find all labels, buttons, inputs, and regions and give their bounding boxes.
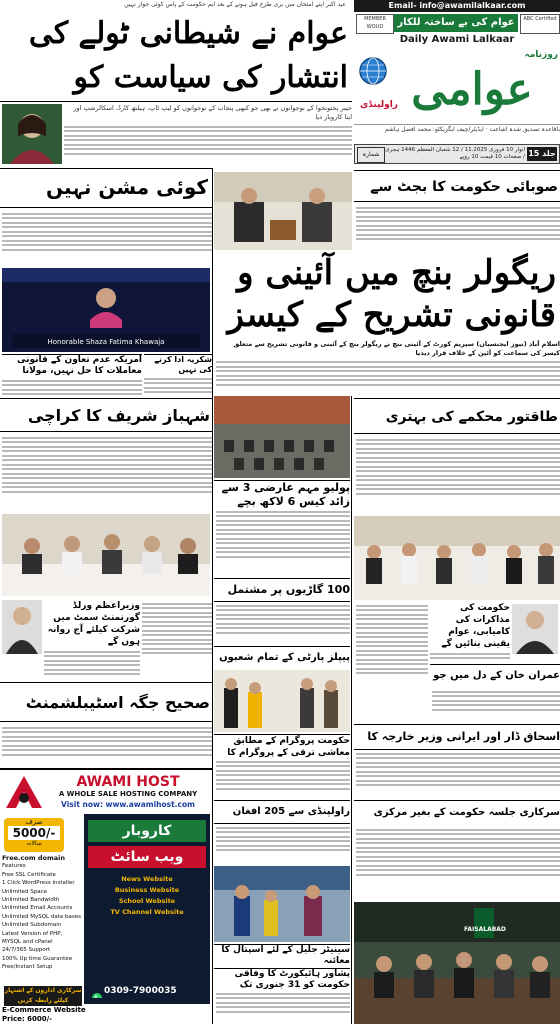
story-polio-body [216,508,350,578]
story-imran: عمران خان کے دل میں جو [430,664,560,687]
ad-company: AWAMI HOST [76,774,180,790]
paper-name-en: Daily Awami Lalkaar [399,34,515,45]
story-right-col-a [356,602,428,702]
photo-group-meeting [2,514,210,596]
story-bottom-center-body [216,990,350,1022]
story-polio: پولیو مہم عارضی 3 سے زائد کیس 6 لاکھ بچے [214,480,350,509]
ad-logo-icon [4,774,44,810]
photo-meeting-top [214,172,352,250]
ad-feature-item: 1 Click WordPress installer [2,880,75,887]
ad-features-list: Free.com domain Features Free SSL Certificate 1 Click WordPress installer Unlimited Space Unlimited Bandwidth Unlimited Email Accounts Unlimited MySQL data bases Unlimited Subdomain Latest Version of PHP, MYSQL and cPanel 24/7/365 Support 100% Up time Guarantee Free/Instant Setup [2,854,81,971]
story-small-1: امریکہ عدم تعاون کے قانونی معاملات کا حل نہیں، مولانا [2,354,142,399]
ad-price-badge: صرف 5000/- سالانہ [4,818,64,852]
caption-speaker: Honorable Shaza Fatima Khawaja [47,338,165,346]
story-side-col [142,600,212,680]
email-bar[interactable] [354,0,560,12]
ad-biz-line: Business Website [114,886,180,894]
story-main-body: اسلام آباد (نیوز ایجنسیاں) سپریم کورٹ کے آئینی بنچ نے ریگولر بنچ کے آئینی و قانونی تشریح سے متعلق کیسز کی سماعت کو آئین کے خلاف قرار دیدیا [216,340,560,396]
ad-biz-line: School Website [118,897,176,905]
ad-feature-item: Unlimited Space [2,888,47,895]
story-shahzad-body [2,434,212,514]
headline-azma: عوام نے شیطانی ٹولے کی انتشار کی سیاست کو [28,16,348,95]
photo-group-standing [214,670,350,732]
city-label: راولپنڈی [359,100,398,110]
story-subright-body [356,204,560,252]
story-imf-body [2,210,212,268]
daily-label: روزنامہ [524,50,558,60]
ad-business-panel [84,814,210,1004]
story-left-1: خیبر پختونخوا کے نوجوانوں نے بھی جو کبھی پنجاب کے نوجوانوں کو لیپ ٹاپ، ہیلتھ کارڈ، اسکالرشپ اور اپنا کاروبار دیا [64,104,352,166]
abc-badge: ABC Certified [520,14,560,34]
date-bar [354,144,560,164]
ad-feature-item: Unlimited Email Accounts [2,905,73,912]
ad-awami-host[interactable] [0,768,212,1026]
ad-feature-item: 100% Up time Guarantee [2,955,73,962]
photo-mehmood [512,604,558,654]
faisalabad-label: FAISALABAD [464,926,506,933]
ad-visit-link[interactable]: Visit now: www.awamihost.com [61,800,195,809]
ad-feature-item: Unlimited Subdomain [2,922,62,929]
ad-feature-item: Unlimited MySQL data bases [2,913,81,920]
photo-faisalabad-meeting [354,902,560,1024]
story-right-2-body [356,436,560,516]
ad-ecommerce: E-Commerce Website Price: 6000/- [2,1006,86,1023]
story-convoy: 100 گاڑیوں پر مشتمل [214,578,350,602]
photo-azma-bukhari [2,104,62,164]
story-ishaq-body [356,750,560,800]
story-convoy-body [216,602,350,646]
story-program: حکومت پروگرام کے مطابق معاشی ترقی کے پروگرام کا [214,734,350,759]
ad-feature-item: Latest Version of PHP, MYSQL and cPanel [2,930,63,946]
volume-box: جلد 15 [527,147,557,161]
ad-phone[interactable]: 0309-7900035 [104,986,177,996]
ad-biz-title-1: کاروبار [122,823,172,839]
photo-seminar [354,516,560,600]
top-strip-text: عید اکبر اپنے امتحان میں بری طرح فیل ہونے کے بعد ایم حکومت کے پاس کوئی جواز نہیں [124,1,346,8]
story-bottom-left-body [2,724,212,768]
ad-subtitle: A WHOLE SALE HOSTING COMPANY [58,790,198,798]
story-bottom-center-2: پشاور ہائیکورٹ کا وفاقی حکومت کو 31 جنوری تک [214,968,350,991]
issue-box: شمارہ [357,147,385,163]
ad-feature-item: Free SSL Certificate [2,871,56,878]
ad-biz-line: TV Channel Website [110,908,184,916]
ad-banner: سرکاری اداروں کے اشتہار کیلئے رابطہ کریں [4,987,82,1004]
story-finance: پیپلز پارٹی کے تمام شعبوں [214,646,350,669]
ad-biz-lines [88,874,206,934]
story-right-bottom-body [356,826,560,900]
headline-right-2: طاقتور محکمے کی بہتری [354,398,560,434]
headline-main: ریگولر بنچ میں آئینی و قانونی تشریح کے کیسز [227,253,556,335]
ad-feature-item: Unlimited Bandwidth [2,897,60,904]
photo-school-kids [214,866,350,942]
paper-name-urdu: عوامی [411,64,533,115]
ad-biz-line: News Website [121,875,173,883]
ad-feature-item: 24/7/365 Support [2,947,51,954]
headline-shahzad: شہباز شریف کا کراچی [0,398,212,432]
headline-imf: کوئی مشن نہیں [0,168,212,208]
story-mehmood: حکومت کی مذاکرات کی کامیابی، عوام یقینی بنائیں گے [430,602,510,662]
photo-pm [2,600,42,654]
email-text[interactable]: Email- info@awamilalkaar.com [388,1,526,10]
story-program-body [216,758,350,802]
story-imran-body [432,688,560,724]
story-pm: وزیراعظم ورلڈ گورنمنٹ سمٹ میں شرکت کیلئے آج روانہ ہوں گے [44,600,140,680]
headline-subright-1: صوبائی حکومت کا بجٹ سے [354,170,560,202]
story-rwp: راولپنڈی سے 205 افغان [214,800,350,824]
ad-feature-item: Features [2,863,26,870]
story-right-bottom: سرکاری جلسہ حکومت کے بغیر مرکزی [354,800,560,825]
ad-biz-title-2: ویب سائٹ [110,849,184,865]
masthead [354,0,560,170]
member-badge: MEMBER WOUD [356,14,394,34]
date-line: اتوار 10 فروری 11.2025 / 12 شعبان المعظم 1446 ہجری / صفحات 10 قیمت 10 روپے [385,147,525,160]
credits-line: باقاعدہ تصدیق شدہ اشاعت · ایڈیٹر/چیف ایگزیکٹو: محمد افضل ہاشم [354,124,560,143]
photo-exam-hall [214,396,350,478]
ad-feature-item: Free/Instant Setup [2,964,53,971]
story-ishaq: اسحاق ڈار اور ایرانی وزیر خارجہ کا [354,724,560,750]
tagline-urdu: عوام کی بے ساختہ للکار [394,14,518,32]
headline-bottom-left: صحیح جگہ اسٹیبلشمنٹ [0,682,212,722]
ad-phone-icon [92,988,102,998]
story-small-2: شکریہ ادا کرنے کی نہیں [144,354,212,399]
top-strip [0,0,350,10]
story-bottom-center: سینیٹر جلیل کے لئے اسپتال کا معائنہ [214,944,350,967]
story-rwp-body [216,824,350,864]
